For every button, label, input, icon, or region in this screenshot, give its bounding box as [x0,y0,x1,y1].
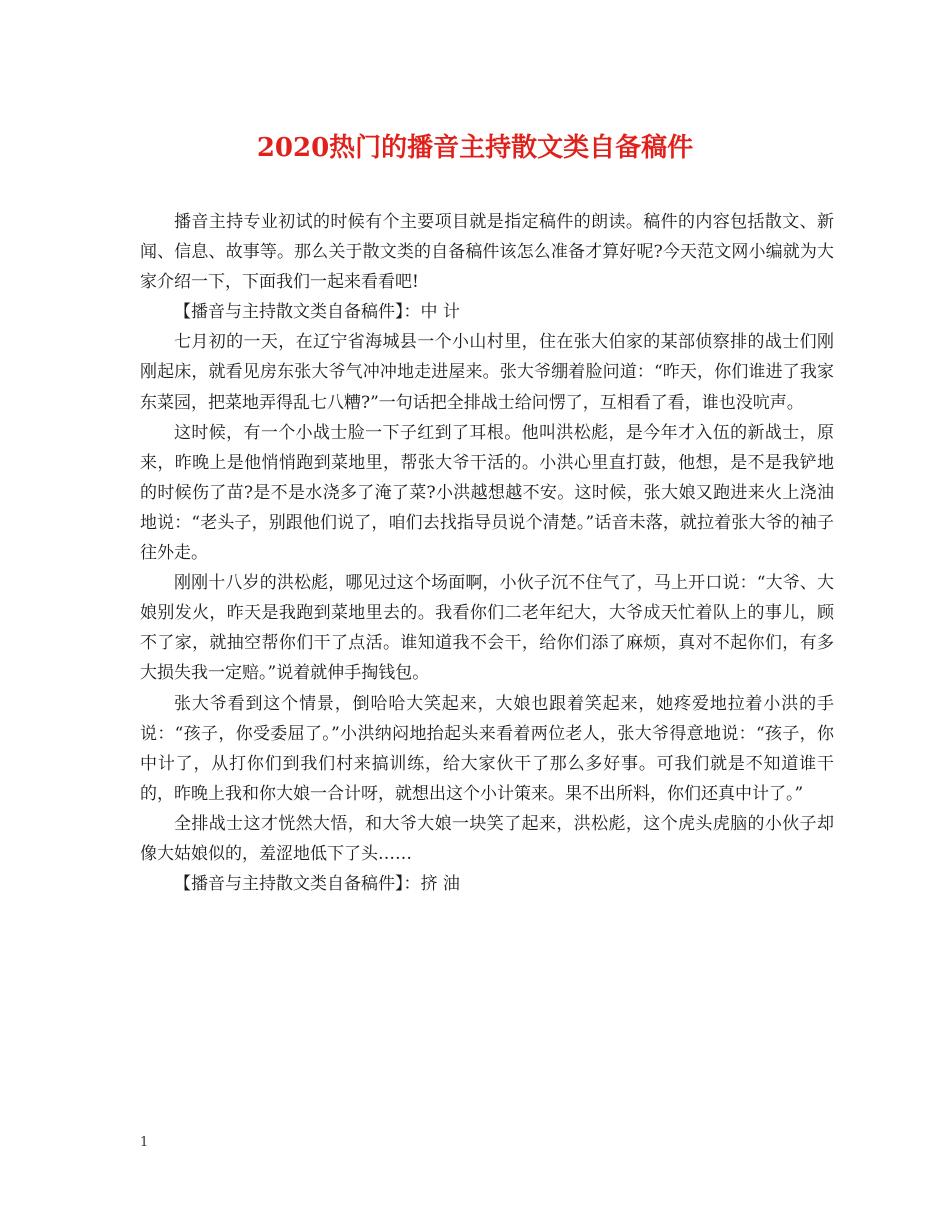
page-number: 1 [140,1135,149,1150]
paragraph: 全排战士这才恍然大悟，和大爷大娘一块笑了起来，洪松彪，这个虎头虎脑的小伙子却像大姑娘似的，羞涩地低下了头…… [140,813,834,864]
paragraph: 这时候，有一个小战士脸一下子红到了耳根。他叫洪松彪，是今年才入伍的新战士，原来，昨晚上是他悄悄跑到菜地里，帮张大爷干活的。小洪心里直打鼓，他想，是不是我铲地的时候伤了苗?是不是水浇多了淹了菜?小洪越想越不安。这时候，张大娘又跑进来火上浇油地说：“老头子，别跟他们说了，咱们去找指导员说个清楚。”话音未落，就拉着张大爷的袖子往外走。 [140,422,834,564]
document-title: 2020热门的播音主持散文类自备稿件 [256,133,694,163]
section-heading-jiyou: 【播音与主持散文类自备稿件】：挤 油 [174,874,460,895]
paragraph: 刚刚十八岁的洪松彪，哪见过这个场面啊，小伙子沉不住气了，马上开口说：“大爷、大娘别发火，昨天是我跑到菜地里去的。我看你们二老年纪大，大爷成天忙着队上的事儿，顾不了家，就抽空帮你们干了点活。谁知道我不会干，给你们添了麻烦，真对不起你们，有多大损失我一定赔。”说着就伸手掏钱包。 [140,573,834,684]
section-heading-zhongji: 【播音与主持散文类自备稿件】：中 计 [174,302,460,323]
paragraph: 张大爷看到这个情景，倒哈哈大笑起来，大娘也跟着笑起来，她疼爱地拉着小洪的手说：“孩子，你受委屈了。”小洪纳闷地抬起头来看着两位老人，张大爷得意地说：“孩子，你中计了，从打你们到我们村来搞训练，给大家伙干了那么多好事。可我们就是不知道谁干的，昨晚上我和你大娘一合计呀，就想出这个小计策来。果不出所料，你们还真中计了。” [140,693,834,804]
paragraph-intro: 播音主持专业初试的时候有个主要项目就是指定稿件的朗读。稿件的内容包括散文、新闻、信息、故事等。那么关于散文类的自备稿件该怎么准备才算好呢?今天范文网小编就为大家介绍一下，下面我们一起来看看吧! [140,212,834,293]
document-body [140,207,834,899]
paragraph: 七月初的一天，在辽宁省海城县一个小山村里，住在张大伯家的某部侦察排的战士们刚刚起床，就看见房东张大爷气冲冲地走进屋来。张大爷绷着脸问道：“昨天，你们谁进了我家东菜园，把菜地弄得乱七八糟?”一句话把全排战士给问愣了，互相看了看，谁也没吭声。 [140,332,834,413]
